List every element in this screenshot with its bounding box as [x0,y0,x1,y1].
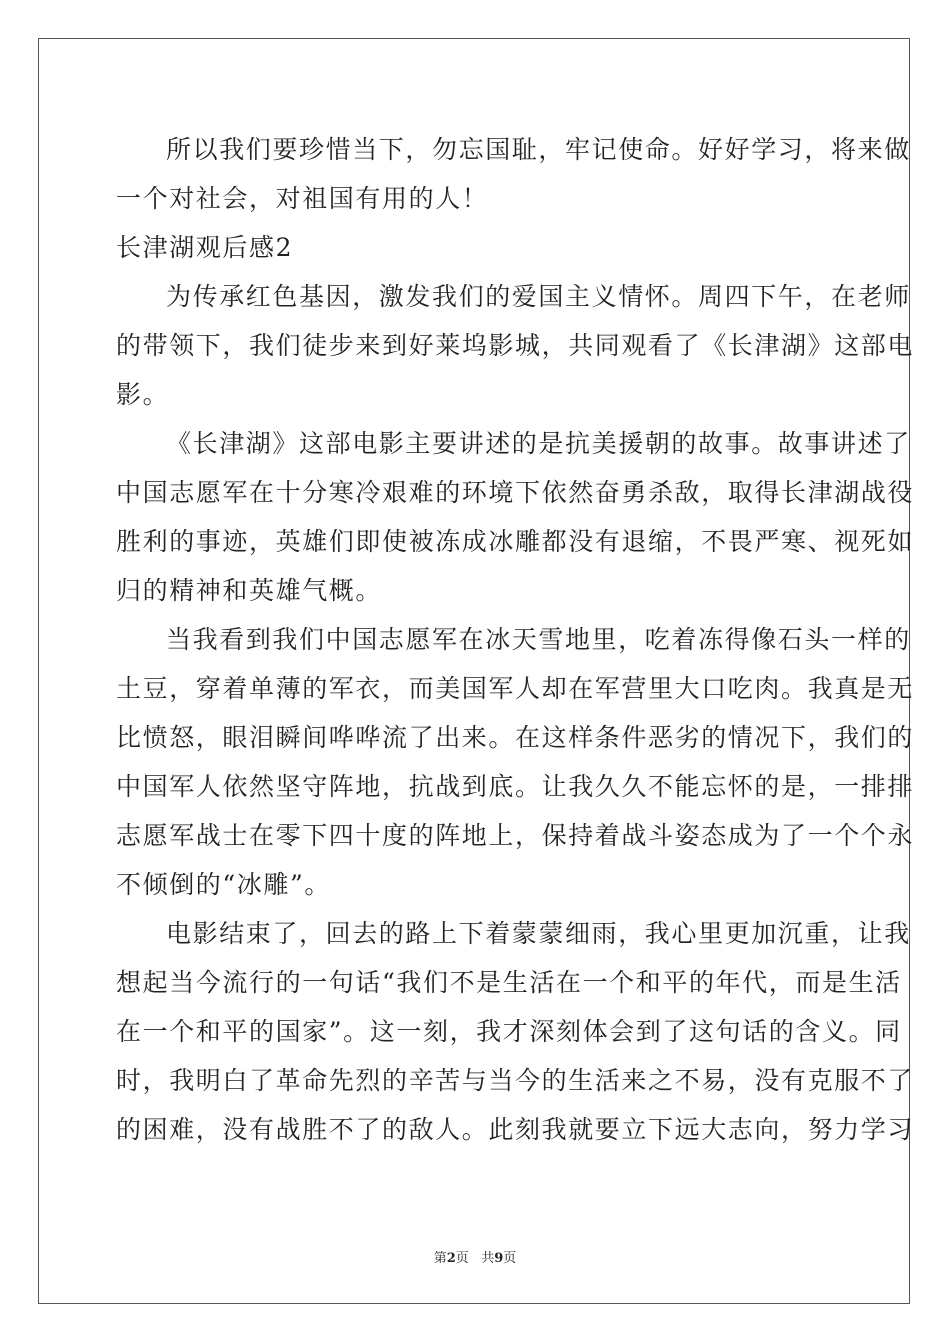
text-line: 电影结束了，回去的路上下着蒙蒙细雨，我心里更加沉重，让我 [166,919,911,948]
section-heading: 长津湖观后感2 [116,233,294,262]
text-line: 胜利的事迹，英雄们即使被冻成冰雕都没有退缩，不畏严寒、视死如 [116,527,915,556]
text-line: 土豆，穿着单薄的军衣，而美国军人却在军营里大口吃肉。我真是无 [116,674,915,703]
text-line: 《长津湖》这部电影主要讲述的是抗美援朝的故事。故事讲述了 [166,429,911,458]
text-line: 所以我们要珍惜当下，勿忘国耻，牢记使命。好好学习，将来做 [166,135,911,164]
text-line: 为传承红色基因，激发我们的爱国主义情怀。周四下午，在老师 [166,282,911,311]
text-line: 归的精神和英雄气概。 [116,576,383,605]
text-line: 当我看到我们中国志愿军在冰天雪地里，吃着冻得像石头一样的 [166,625,911,654]
text-line: 影。 [116,380,170,409]
text-line: 中国志愿军在十分寒冷艰难的环境下依然奋勇杀敌，取得长津湖战役 [116,478,915,507]
page-footer [0,1247,950,1266]
text-line: 在一个和平的国家”。这一刻，我才深刻体会到了这句话的含义。同 [116,1017,902,1046]
text-line: 时，我明白了革命先烈的辛苦与当今的生活来之不易，没有克服不了 [116,1066,915,1095]
total-prefix: 共 [481,1251,495,1266]
text-line: 一个对社会，对祖国有用的人！ [116,184,489,213]
text-line: 不倾倒的“冰雕”。 [116,870,331,899]
text-line: 比愤怒，眼泪瞬间哗哗流了出来。在这样条件恶劣的情况下，我们的 [116,723,915,752]
page-suffix: 页 [455,1251,469,1266]
page-prefix: 第 [433,1251,447,1266]
total-suffix: 页 [503,1251,517,1266]
text-line: 中国军人依然坚守阵地，抗战到底。让我久久不能忘怀的是，一排排 [116,772,915,801]
total-pages: 9 [494,1251,504,1266]
text-line: 想起当今流行的一句话“我们不是生活在一个和平的年代，而是生活 [116,968,902,997]
page-number: 2 [446,1251,456,1266]
text-line: 志愿军战士在零下四十度的阵地上，保持着战斗姿态成为了一个个永 [116,821,915,850]
text-line: 的带领下，我们徒步来到好莱坞影城，共同观看了《长津湖》这部电 [116,331,915,360]
text-line: 的困难，没有战胜不了的敌人。此刻我就要立下远大志向，努力学习 [116,1115,915,1144]
